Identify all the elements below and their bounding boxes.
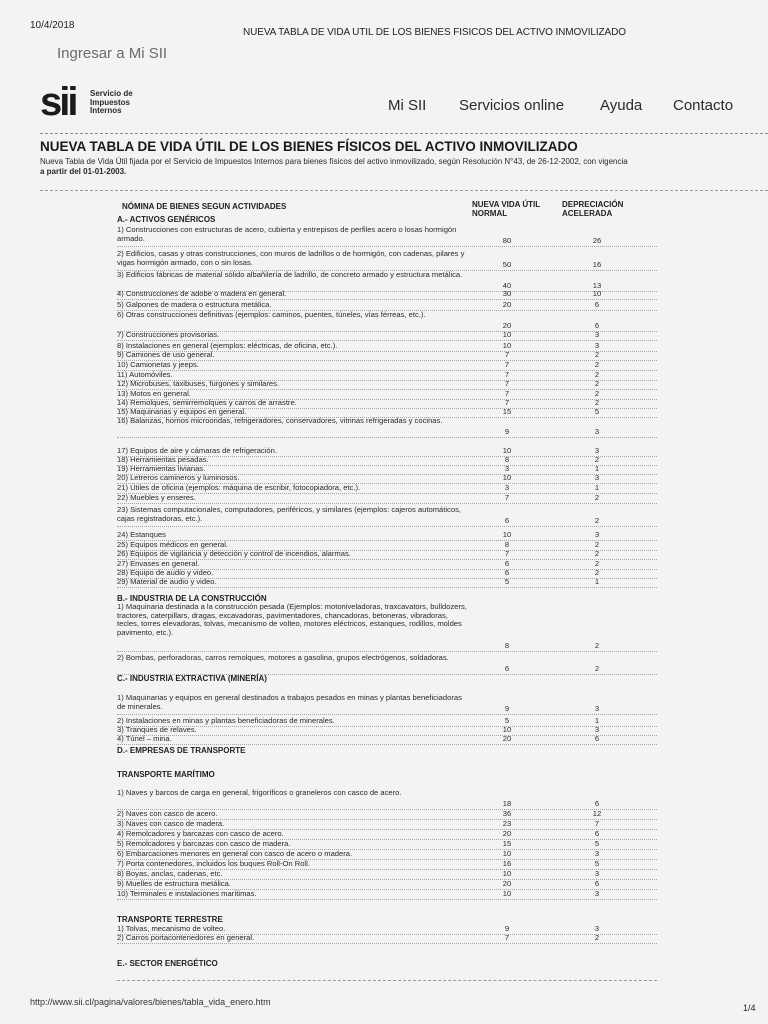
table-bottom-divider [117,980,657,981]
depreciacion-acelerada: 2 [594,350,600,359]
vida-util-normal: 5 [504,716,510,725]
subtitle-effective-date: a partir del 01-01-2003. [40,166,127,176]
vida-util-normal: 6 [504,664,510,673]
header-nomina: NÓMINA DE BIENES SEGUN ACTIVIDADES [122,202,287,211]
vida-util-normal: 30 [502,289,512,298]
asset-description: 1) Naves y barcos de carga en general, frigoríficos o graneleros con casco de acero. [117,788,402,797]
asset-description: 17) Equipos de aire y cámaras de refrigeración. [117,446,277,455]
table-row [117,531,677,540]
header-line: ACELERADA [562,209,613,218]
asset-description: 2) Instalaciones en minas y plantas beneficiadoras de minerales. [117,716,335,725]
asset-description: 10) Terminales e instalaciones marítimas. [117,889,257,898]
vida-util-normal: 40 [502,281,512,290]
asset-description: 20) Letreros camineros y luminosos. [117,473,240,482]
vida-util-normal: 23 [502,819,512,828]
table-row [117,830,677,839]
table-row [117,820,677,829]
vida-util-normal: 10 [502,341,512,350]
asset-description: 1) Maquinaria destinada a la construcción pesada (Ejemplos: motoniveladoras, traxcavators, bulldozers, tractores, caterpillars, dragas, excavadoras, pavimentadores, chancadoras, betoneras, vibradoras, tecles, torres elevadoras, tolvas, mecanismo de volteo, motores eléctricos, estanques, rodillos, moldes pavimento, etc.). [117,602,467,637]
depreciacion-acelerada: 6 [594,321,600,330]
document-title: NUEVA TABLA DE VIDA ÚTIL DE LOS BIENES FÍSICOS DEL ACTIVO INMOVILIZADO [40,139,578,154]
asset-description: 2) Naves con casco de acero. [117,809,218,818]
asset-description: 12) Microbuses, taxibuses, furgones y similares. [117,379,280,388]
vida-util-normal: 8 [504,455,510,464]
asset-description: 18) Herramientas pesadas. [117,455,209,464]
vida-util-normal: 9 [504,924,510,933]
section-sector-energetico: E.- SECTOR ENERGÉTICO [117,959,218,968]
depreciacion-acelerada: 3 [594,869,600,878]
vida-util-normal: 7 [504,370,510,379]
depreciacion-acelerada: 2 [594,360,600,369]
vida-util-normal: 18 [502,799,512,808]
table-row [117,361,677,370]
section-transporte: D.- EMPRESAS DE TRANSPORTE [117,746,246,755]
main-nav [0,97,768,121]
vida-util-normal: 6 [504,559,510,568]
vida-util-normal: 10 [502,473,512,482]
depreciacion-acelerada: 2 [594,455,600,464]
table-row [117,870,677,879]
depreciacion-acelerada: 3 [594,473,600,482]
vida-util-normal: 7 [504,360,510,369]
header-line: DEPRECIACIÓN [562,200,624,209]
section-activos-genericos: A.- ACTIVOS GENÉRICOS [117,215,216,224]
vida-util-normal: 10 [502,849,512,858]
print-title: NUEVA TABLA DE VIDA UTIL DE LOS BIENES FISICOS DEL ACTIVO INMOVILIZADO [243,27,626,38]
asset-description: 11) Automóviles. [117,370,173,379]
vida-util-normal: 7 [504,933,510,942]
depreciacion-acelerada: 6 [594,300,600,309]
vida-util-normal: 16 [502,859,512,868]
depreciacion-acelerada: 1 [594,464,600,473]
depreciacion-acelerada: 3 [594,849,600,858]
logo-text-line: Impuestos [90,97,131,107]
table-row [117,726,677,735]
depreciacion-acelerada: 2 [594,370,600,379]
asset-description: 7) Porta contenedores, incluidos los buques Roll-On Roll. [117,859,310,868]
asset-description: 2) Edificios, casas y otras construcciones, con muros de ladrillos o de hormigón, con cadenas, pilares y vigas hormigón armado, con o sin losas. [117,249,465,267]
table-row [117,735,677,744]
vida-util-normal: 20 [502,321,512,330]
asset-description: 21) Útiles de oficina (ejemplos: máquina de escribir, fotocopiadora, etc.). [117,483,361,492]
table-row [117,850,677,859]
asset-description: 4) Remolcadores y barcazas con casco de acero. [117,829,284,838]
table-row [117,250,677,270]
table-row [117,226,677,246]
depreciacion-acelerada: 6 [594,829,600,838]
depreciacion-acelerada: 3 [594,704,600,713]
table-row [117,484,677,493]
asset-description: 8) Boyas, anclas, cadenas, etc. [117,869,223,878]
depreciacion-acelerada: 6 [594,799,600,808]
vida-util-normal: 9 [504,427,510,436]
depreciacion-acelerada: 3 [594,330,600,339]
depreciacion-acelerada: 12 [592,809,602,818]
asset-description: 8) Instalaciones en general (ejemplos: eléctricas, de oficina, etc.). [117,341,338,350]
asset-description: 5) Remolcadores y barcazas con casco de madera. [117,839,291,848]
table-row [117,417,677,437]
vida-util-normal: 7 [504,549,510,558]
vida-util-normal: 20 [502,879,512,888]
asset-description: 9) Camiones de uso general. [117,350,215,359]
depreciacion-acelerada: 16 [592,260,602,269]
depreciacion-acelerada: 10 [592,289,602,298]
depreciacion-acelerada: 5 [594,839,600,848]
table-row [117,301,677,310]
depreciacion-acelerada: 13 [592,281,602,290]
asset-description: 22) Muebles y enseres. [117,493,196,502]
depreciacion-acelerada: 3 [594,725,600,734]
footer-url: http://www.sii.cl/pagina/valores/bienes/tabla_vida_enero.htm [30,997,271,1007]
table-row [117,550,677,559]
vida-util-normal: 9 [504,704,510,713]
table-row [117,578,677,587]
asset-description: 29) Material de audio y video. [117,577,217,586]
vida-util-normal: 7 [504,379,510,388]
vida-util-normal: 80 [502,236,512,245]
row-divider [117,899,657,900]
table-row [117,331,677,340]
table-row [117,717,677,726]
header-line: NUEVA VIDA ÚTIL [472,200,541,209]
document-subtitle [40,157,760,176]
section-construccion: B.- INDUSTRIA DE LA CONSTRUCCIÓN [117,594,267,603]
row-divider [117,744,657,745]
depreciacion-acelerada: 2 [594,540,600,549]
vida-util-normal: 7 [504,389,510,398]
asset-description: 3) Naves con casco de madera. [117,819,225,828]
header-vida-util [472,200,540,218]
asset-description: 27) Envases en general. [117,559,200,568]
asset-description: 6) Embarcaciones menores en general con casco de acero o madera. [117,849,353,858]
table-row [117,380,677,389]
table-row [117,290,677,299]
row-divider [117,943,657,944]
section-mineria: C.- INDUSTRIA EXTRACTIVA (MINERÍA) [117,674,267,683]
depreciacion-acelerada: 2 [594,559,600,568]
vida-util-normal: 8 [504,641,510,650]
asset-description: 14) Remolques, semirremolques y carros de arrastre. [117,398,297,407]
nav-divider [40,133,768,134]
asset-description: 4) Túnel – mina. [117,734,172,743]
section-transporte-terrestre: TRANSPORTE TERRESTRE [117,915,223,924]
depreciacion-acelerada: 5 [594,859,600,868]
table-row [117,311,677,331]
logo-mark: sii [40,80,76,124]
table-row [117,810,677,819]
table-row [117,494,677,503]
table-row [117,860,677,869]
table-row [117,789,677,809]
table-row [117,271,677,291]
depreciacion-acelerada: 3 [594,341,600,350]
asset-description: 5) Galpones de madera o estructura metálica. [117,300,272,309]
row-divider [117,526,657,527]
vida-util-normal: 10 [502,869,512,878]
depreciacion-acelerada: 2 [594,933,600,942]
asset-description: 19) Herramientas livianas. [117,464,206,473]
depreciacion-acelerada: 6 [594,879,600,888]
table-row [117,603,677,651]
header-line: NORMAL [472,209,508,218]
asset-description: 26) Equipos de vigilancia y detección y control de incendios, alarmas. [117,549,351,558]
depreciacion-acelerada: 1 [594,716,600,725]
asset-description: 3) Edificios fábricas de material sólido albañilería de ladrillo, de concreto armado y estructura metálica. [117,270,463,279]
asset-description: 7) Construcciones provisorias. [117,330,220,339]
depreciacion-acelerada: 2 [594,549,600,558]
vida-util-normal: 7 [504,493,510,502]
page-number: 1/4 [743,1003,756,1013]
depreciacion-acelerada: 3 [594,924,600,933]
depreciacion-acelerada: 2 [594,516,600,525]
asset-description: 1) Construcciones con estructuras de acero, cubierta y entrepisos de perfiles acero o losas hormigón armado. [117,225,457,243]
subtitle-text: Nueva Tabla de Vida Útil fijada por el Servicio de Impuestos Internos para bienes físicos del activo inmovilizado, según Resolución N°43, de 26-12-2002, con vigencia [40,157,628,166]
vida-util-normal: 5 [504,577,510,586]
table-row [117,654,677,674]
asset-description: 15) Maquinarias y equipos en general. [117,407,247,416]
nav-contacto[interactable]: Contacto [673,97,734,114]
depreciacion-acelerada: 2 [594,398,600,407]
table-row [117,351,677,360]
depreciacion-acelerada: 3 [594,427,600,436]
depreciacion-acelerada: 2 [594,664,600,673]
vida-util-normal: 10 [502,530,512,539]
row-divider [117,714,657,715]
row-divider [117,674,657,675]
table-row [117,890,677,899]
vida-util-normal: 36 [502,809,512,818]
depreciacion-acelerada: 3 [594,889,600,898]
asset-description: 1) Maquinarias y equipos en general destinados a trabajos pesados en minas y plantas beneficiadoras de minerales. [117,693,462,711]
nav-servicios-online[interactable]: Servicios online [459,97,565,114]
row-divider [117,587,657,588]
depreciacion-acelerada: 2 [594,389,600,398]
asset-description: 25) Equipos médicos en general. [117,540,229,549]
vida-util-normal: 20 [502,734,512,743]
vida-util-normal: 3 [504,483,510,492]
vida-util-normal: 10 [502,330,512,339]
vida-util-normal: 6 [504,516,510,525]
vida-util-normal: 20 [502,300,512,309]
depreciacion-acelerada: 5 [594,407,600,416]
vida-util-normal: 6 [504,568,510,577]
depreciacion-acelerada: 1 [594,577,600,586]
row-divider [117,651,657,652]
vida-util-normal: 10 [502,446,512,455]
table-row [117,934,677,943]
vida-util-normal: 15 [502,407,512,416]
depreciacion-acelerada: 2 [594,641,600,650]
header-depreciacion [562,200,623,218]
depreciacion-acelerada: 3 [594,530,600,539]
vida-util-normal: 20 [502,829,512,838]
asset-description: 1) Tolvas, mecanismo de volteo. [117,924,226,933]
depreciacion-acelerada: 1 [594,483,600,492]
table-row [117,506,677,526]
asset-description: 3) Tranques de relaves. [117,725,197,734]
vida-util-normal: 15 [502,839,512,848]
depreciacion-acelerada: 2 [594,568,600,577]
asset-description: 9) Muelles de estructura metálica. [117,879,231,888]
asset-description: 23) Sistemas computacionales, computadores, periféricos, y similares (ejemplos: cajeros automáticos, cajas registradoras, etc.). [117,505,461,523]
nav-mi-sii[interactable]: Mi SII [388,97,427,114]
table-row [117,880,677,889]
vida-util-normal: 50 [502,260,512,269]
asset-description: 4) Construcciones de adobe o madera en general. [117,289,287,298]
row-divider [117,246,657,247]
asset-description: 24) Estanques [117,530,166,539]
asset-description: 6) Otras construcciones definitivas (ejemplos: caminos, puentes, túneles, vías férreas, etc.). [117,310,426,319]
table-row [117,694,677,714]
asset-description: 13) Motos en general. [117,389,191,398]
depreciacion-acelerada: 2 [594,493,600,502]
logo-text-line: Internos [90,106,122,115]
asset-description: 16) Balanzas, hornos microondas, refrigeradores, conservadores, vitrinas refrigeradas y cocinas. [117,416,443,425]
depreciacion-acelerada: 6 [594,734,600,743]
vida-util-normal: 7 [504,350,510,359]
vida-util-normal: 8 [504,540,510,549]
table-row [117,474,677,483]
depreciacion-acelerada: 26 [592,236,602,245]
logo-text-line: Servicio de [90,89,133,98]
asset-description: 2) Bombas, perforadoras, carros remolques, motores a gasolina, grupos electrógenos, soldadoras. [117,653,449,662]
print-date: 10/4/2018 [30,20,75,31]
asset-description: 2) Carros portacontenedores en general. [117,933,255,942]
asset-description: 28) Equipo de audio y video. [117,568,214,577]
login-link[interactable]: Ingresar a Mi SII [57,45,168,62]
row-divider [117,437,657,438]
depreciacion-acelerada: 2 [594,379,600,388]
depreciacion-acelerada: 3 [594,446,600,455]
depreciacion-acelerada: 7 [594,819,600,828]
nav-ayuda[interactable]: Ayuda [600,97,643,114]
table-row [117,840,677,849]
vida-util-normal: 7 [504,398,510,407]
vida-util-normal: 10 [502,725,512,734]
asset-description: 10) Camionetas y jeeps. [117,360,199,369]
section-transporte-maritimo: TRANSPORTE MARÍTIMO [117,770,215,779]
vida-util-normal: 10 [502,889,512,898]
vida-util-normal: 3 [504,464,510,473]
title-divider [40,190,768,191]
row-divider [117,503,657,504]
